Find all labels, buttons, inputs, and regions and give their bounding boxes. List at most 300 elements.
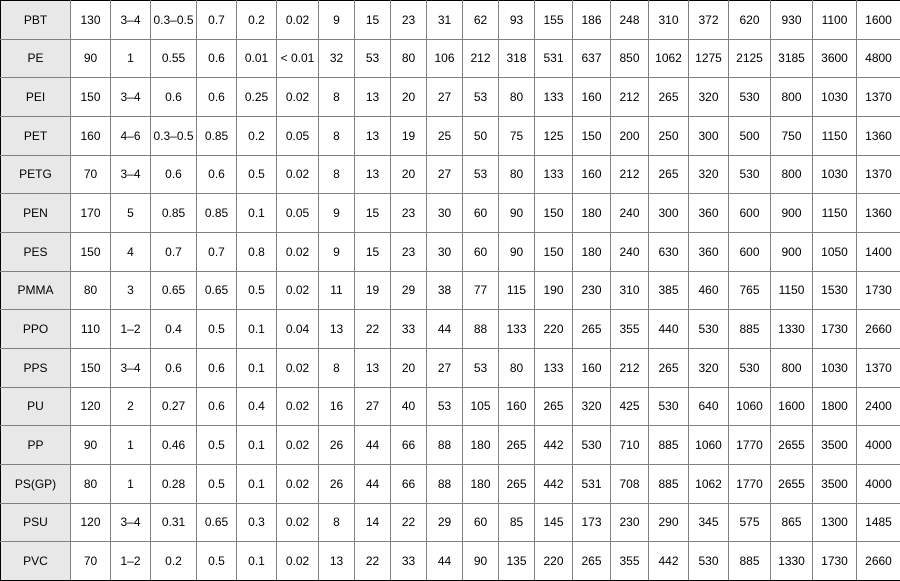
cell: 290 [649, 503, 689, 542]
cell: 1730 [813, 542, 857, 581]
cell: 150 [535, 194, 573, 233]
cell: 1030 [813, 78, 857, 117]
cell: 53 [463, 155, 499, 194]
cell: 530 [573, 426, 611, 465]
cell: 1275 [689, 39, 729, 78]
cell: 0.1 [237, 194, 277, 233]
table-row [1, 155, 900, 194]
cell: 0.5 [197, 426, 237, 465]
cell: 1 [111, 464, 151, 503]
cell: 4000 [857, 464, 900, 503]
cell: 765 [729, 271, 771, 310]
cell: 1330 [771, 542, 813, 581]
cell: 620 [729, 1, 771, 40]
cell: 1 [111, 426, 151, 465]
cell: 3–4 [111, 1, 151, 40]
cell: 0.3 [237, 503, 277, 542]
cell: 1800 [813, 387, 857, 426]
cell: 27 [355, 387, 391, 426]
cell: 26 [319, 426, 355, 465]
cell: 0.25 [237, 78, 277, 117]
cell: 9 [319, 1, 355, 40]
cell: 1–2 [111, 310, 151, 349]
cell: 150 [71, 78, 111, 117]
cell: 265 [649, 348, 689, 387]
table-row [1, 387, 900, 426]
cell: 1530 [813, 271, 857, 310]
cell: 180 [463, 464, 499, 503]
cell: 1 [111, 39, 151, 78]
cell: 8 [319, 78, 355, 117]
cell: 1030 [813, 348, 857, 387]
cell: 300 [689, 116, 729, 155]
cell: 23 [391, 194, 427, 233]
cell: 13 [319, 542, 355, 581]
cell: 0.02 [277, 542, 319, 581]
cell: 110 [71, 310, 111, 349]
cell: 230 [573, 271, 611, 310]
table-row [1, 310, 900, 349]
cell: 372 [689, 1, 729, 40]
cell: 53 [463, 78, 499, 117]
cell: 66 [391, 426, 427, 465]
cell: 865 [771, 503, 813, 542]
cell: 220 [535, 542, 573, 581]
cell: 1150 [813, 194, 857, 233]
row-label: PEN [1, 194, 71, 233]
cell: 1030 [813, 155, 857, 194]
cell: 530 [649, 387, 689, 426]
cell: 230 [611, 503, 649, 542]
cell: 29 [391, 271, 427, 310]
cell: 1150 [771, 271, 813, 310]
cell: 26 [319, 464, 355, 503]
cell: 25 [427, 116, 463, 155]
cell: 16 [319, 387, 355, 426]
table-row [1, 116, 900, 155]
cell: 90 [499, 232, 535, 271]
cell: 60 [463, 503, 499, 542]
table-row [1, 39, 900, 78]
cell: 120 [71, 387, 111, 426]
cell: 630 [649, 232, 689, 271]
cell: 265 [499, 464, 535, 503]
cell: 13 [355, 348, 391, 387]
cell: 0.65 [151, 271, 197, 310]
cell: 13 [355, 78, 391, 117]
cell: 0.5 [197, 464, 237, 503]
cell: 250 [649, 116, 689, 155]
cell: 160 [573, 348, 611, 387]
cell: 0.55 [151, 39, 197, 78]
cell: 15 [355, 1, 391, 40]
cell: 2125 [729, 39, 771, 78]
cell: 212 [611, 78, 649, 117]
cell: 0.8 [237, 232, 277, 271]
cell: 8 [319, 503, 355, 542]
cell: 13 [355, 155, 391, 194]
cell: 33 [391, 310, 427, 349]
cell: 1770 [729, 464, 771, 503]
cell: 90 [463, 542, 499, 581]
cell: 1770 [729, 426, 771, 465]
row-label: PVC [1, 542, 71, 581]
row-label: PETG [1, 155, 71, 194]
cell: 88 [427, 464, 463, 503]
cell: 3500 [813, 426, 857, 465]
cell: 23 [391, 232, 427, 271]
cell: 0.2 [237, 1, 277, 40]
cell: 29 [427, 503, 463, 542]
cell: 32 [319, 39, 355, 78]
cell: 212 [463, 39, 499, 78]
row-label: PPS [1, 348, 71, 387]
cell: 0.02 [277, 464, 319, 503]
table-row [1, 348, 900, 387]
cell: 30 [427, 194, 463, 233]
cell: 1360 [857, 116, 900, 155]
cell: 640 [689, 387, 729, 426]
cell: 133 [535, 155, 573, 194]
cell: 4000 [857, 426, 900, 465]
cell: 360 [689, 232, 729, 271]
cell: 44 [355, 464, 391, 503]
cell: 600 [729, 232, 771, 271]
cell: 9 [319, 194, 355, 233]
cell: 0.02 [277, 426, 319, 465]
cell: 150 [573, 116, 611, 155]
cell: 23 [391, 1, 427, 40]
cell: 4800 [857, 39, 900, 78]
cell: 0.65 [197, 503, 237, 542]
cell: 150 [71, 232, 111, 271]
cell: 4–6 [111, 116, 151, 155]
cell: 180 [463, 426, 499, 465]
cell: 170 [71, 194, 111, 233]
cell: 0.5 [237, 271, 277, 310]
cell: 133 [535, 78, 573, 117]
row-label: PES [1, 232, 71, 271]
cell: 0.85 [151, 194, 197, 233]
cell: 0.1 [237, 348, 277, 387]
cell: 3–4 [111, 503, 151, 542]
cell: 105 [463, 387, 499, 426]
table-row [1, 542, 900, 581]
cell: 750 [771, 116, 813, 155]
cell: 265 [573, 542, 611, 581]
cell: 500 [729, 116, 771, 155]
cell: 0.28 [151, 464, 197, 503]
cell: 13 [319, 310, 355, 349]
cell: 0.3–0.5 [151, 116, 197, 155]
cell: 0.85 [197, 194, 237, 233]
cell: 75 [499, 116, 535, 155]
cell: 885 [649, 464, 689, 503]
cell: 885 [649, 426, 689, 465]
cell: 9 [319, 232, 355, 271]
cell: 800 [771, 348, 813, 387]
cell: 66 [391, 464, 427, 503]
table-row [1, 78, 900, 117]
cell: 318 [499, 39, 535, 78]
cell: 0.6 [151, 348, 197, 387]
cell: 3600 [813, 39, 857, 78]
cell: 0.85 [197, 116, 237, 155]
cell: 0.02 [277, 271, 319, 310]
cell: 1062 [689, 464, 729, 503]
cell: 2655 [771, 464, 813, 503]
cell: 1370 [857, 155, 900, 194]
cell: 88 [463, 310, 499, 349]
cell: 850 [611, 39, 649, 78]
cell: 160 [573, 155, 611, 194]
cell: 0.65 [197, 271, 237, 310]
cell: 0.4 [151, 310, 197, 349]
cell: 575 [729, 503, 771, 542]
cell: 355 [611, 310, 649, 349]
cell: 1–2 [111, 542, 151, 581]
cell: 2660 [857, 310, 900, 349]
cell: 60 [463, 194, 499, 233]
cell: 155 [535, 1, 573, 40]
cell: 0.05 [277, 194, 319, 233]
cell: 530 [689, 310, 729, 349]
cell: 33 [391, 542, 427, 581]
cell: 0.02 [277, 503, 319, 542]
cell: 3–4 [111, 155, 151, 194]
cell: 0.6 [197, 39, 237, 78]
cell: 44 [355, 426, 391, 465]
cell: 22 [355, 542, 391, 581]
cell: 1370 [857, 348, 900, 387]
cell: 310 [611, 271, 649, 310]
cell: 1400 [857, 232, 900, 271]
cell: 90 [71, 426, 111, 465]
cell: 708 [611, 464, 649, 503]
cell: 530 [729, 78, 771, 117]
cell: 0.5 [237, 155, 277, 194]
cell: 0.02 [277, 348, 319, 387]
table-row [1, 194, 900, 233]
cell: 90 [499, 194, 535, 233]
cell: 3 [111, 271, 151, 310]
cell: 190 [535, 271, 573, 310]
cell: 44 [427, 310, 463, 349]
cell: 2660 [857, 542, 900, 581]
cell: 0.6 [151, 78, 197, 117]
cell: 27 [427, 78, 463, 117]
cell: 1150 [813, 116, 857, 155]
cell: 1485 [857, 503, 900, 542]
cell: 19 [355, 271, 391, 310]
cell: 1600 [857, 1, 900, 40]
cell: 135 [499, 542, 535, 581]
cell: 80 [71, 464, 111, 503]
cell: 212 [611, 155, 649, 194]
cell: 38 [427, 271, 463, 310]
cell: 0.6 [151, 155, 197, 194]
cell: 3500 [813, 464, 857, 503]
cell: 0.05 [277, 116, 319, 155]
row-label: PPO [1, 310, 71, 349]
cell: 440 [649, 310, 689, 349]
cell: 0.7 [197, 1, 237, 40]
cell: 53 [355, 39, 391, 78]
cell: 0.6 [197, 78, 237, 117]
cell: 125 [535, 116, 573, 155]
cell: 0.6 [197, 155, 237, 194]
cell: 14 [355, 503, 391, 542]
cell: 53 [463, 348, 499, 387]
cell: 2 [111, 387, 151, 426]
cell: 160 [499, 387, 535, 426]
cell: 0.5 [197, 542, 237, 581]
row-label: PMMA [1, 271, 71, 310]
cell: 150 [535, 232, 573, 271]
cell: 0.1 [237, 310, 277, 349]
cell: 120 [71, 503, 111, 542]
cell: 355 [611, 542, 649, 581]
cell: 145 [535, 503, 573, 542]
cell: 106 [427, 39, 463, 78]
cell: 1300 [813, 503, 857, 542]
cell: 460 [689, 271, 729, 310]
row-label: PSU [1, 503, 71, 542]
cell: 265 [649, 155, 689, 194]
cell: 160 [573, 78, 611, 117]
cell: 320 [689, 78, 729, 117]
cell: 885 [729, 542, 771, 581]
cell: 8 [319, 155, 355, 194]
table-row [1, 503, 900, 542]
cell: 93 [499, 1, 535, 40]
cell: 115 [499, 271, 535, 310]
cell: 20 [391, 348, 427, 387]
cell: 0.01 [237, 39, 277, 78]
cell: 885 [729, 310, 771, 349]
cell: 0.31 [151, 503, 197, 542]
cell: 0.02 [277, 387, 319, 426]
cell: 265 [535, 387, 573, 426]
cell: 3185 [771, 39, 813, 78]
cell: 425 [611, 387, 649, 426]
cell: 8 [319, 116, 355, 155]
cell: 11 [319, 271, 355, 310]
cell: 345 [689, 503, 729, 542]
cell: < 0.01 [277, 39, 319, 78]
cell: 20 [391, 78, 427, 117]
cell: 1330 [771, 310, 813, 349]
cell: 385 [649, 271, 689, 310]
cell: 0.1 [237, 542, 277, 581]
cell: 531 [573, 464, 611, 503]
table-row [1, 1, 900, 40]
cell: 15 [355, 232, 391, 271]
cell: 1050 [813, 232, 857, 271]
cell: 44 [427, 542, 463, 581]
cell: 0.02 [277, 232, 319, 271]
cell: 3–4 [111, 348, 151, 387]
cell: 186 [573, 1, 611, 40]
cell: 0.3–0.5 [151, 1, 197, 40]
cell: 85 [499, 503, 535, 542]
cell: 80 [499, 155, 535, 194]
cell: 80 [71, 271, 111, 310]
cell: 3–4 [111, 78, 151, 117]
cell: 8 [319, 348, 355, 387]
cell: 133 [499, 310, 535, 349]
table-body [1, 1, 900, 581]
cell: 220 [535, 310, 573, 349]
cell: 2400 [857, 387, 900, 426]
cell: 88 [427, 426, 463, 465]
row-label: PS(GP) [1, 464, 71, 503]
cell: 2655 [771, 426, 813, 465]
cell: 0.6 [197, 348, 237, 387]
cell: 130 [71, 1, 111, 40]
cell: 80 [391, 39, 427, 78]
cell: 248 [611, 1, 649, 40]
cell: 30 [427, 232, 463, 271]
cell: 531 [535, 39, 573, 78]
cell: 1730 [813, 310, 857, 349]
cell: 0.5 [197, 310, 237, 349]
cell: 265 [649, 78, 689, 117]
cell: 160 [71, 116, 111, 155]
cell: 310 [649, 1, 689, 40]
cell: 442 [535, 426, 573, 465]
cell: 0.6 [197, 387, 237, 426]
cell: 265 [573, 310, 611, 349]
row-label: PET [1, 116, 71, 155]
cell: 20 [391, 155, 427, 194]
cell: 53 [427, 387, 463, 426]
cell: 240 [611, 232, 649, 271]
cell: 22 [391, 503, 427, 542]
cell: 70 [71, 155, 111, 194]
cell: 900 [771, 232, 813, 271]
cell: 0.02 [277, 155, 319, 194]
cell: 1360 [857, 194, 900, 233]
cell: 1060 [729, 387, 771, 426]
cell: 1062 [649, 39, 689, 78]
row-label: PU [1, 387, 71, 426]
cell: 180 [573, 232, 611, 271]
cell: 320 [689, 155, 729, 194]
cell: 637 [573, 39, 611, 78]
table-row [1, 426, 900, 465]
cell: 0.2 [151, 542, 197, 581]
cell: 60 [463, 232, 499, 271]
cell: 0.46 [151, 426, 197, 465]
cell: 19 [391, 116, 427, 155]
cell: 0.04 [277, 310, 319, 349]
row-label: PBT [1, 1, 71, 40]
cell: 0.1 [237, 426, 277, 465]
cell: 1730 [857, 271, 900, 310]
cell: 40 [391, 387, 427, 426]
cell: 1370 [857, 78, 900, 117]
cell: 600 [729, 194, 771, 233]
cell: 930 [771, 1, 813, 40]
cell: 150 [71, 348, 111, 387]
cell: 320 [689, 348, 729, 387]
cell: 530 [729, 155, 771, 194]
cell: 4 [111, 232, 151, 271]
row-label: PP [1, 426, 71, 465]
cell: 62 [463, 1, 499, 40]
cell: 90 [71, 39, 111, 78]
